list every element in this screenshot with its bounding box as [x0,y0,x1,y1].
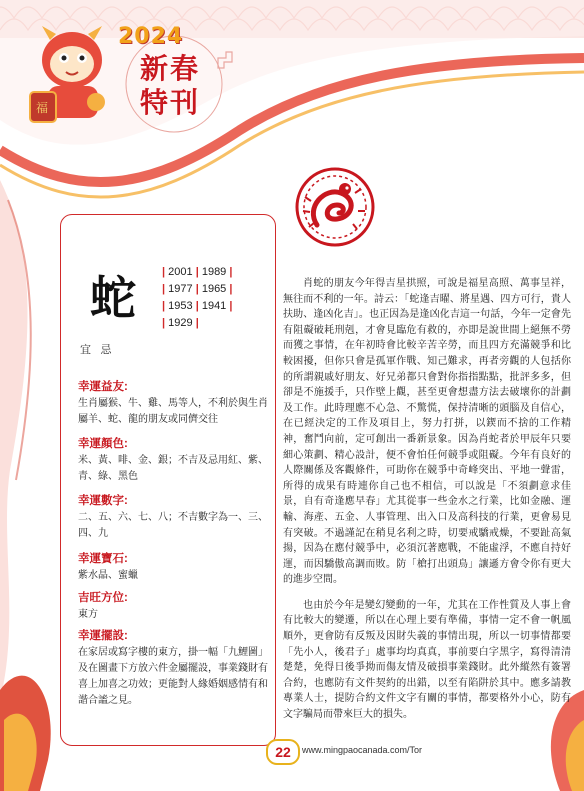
year-value: 1989 [201,266,227,278]
section-body: 紫水晶、蜜蠟 [78,570,138,581]
year-value: 1977 [168,283,193,295]
lucky-numbers-section [78,493,268,542]
section-heading: 幸運擺設: [78,630,128,642]
section-body: 米、黃、啡、金、銀；不吉及忌用紅、紫、青、綠、黑色 [78,455,268,482]
year-row: | 1929 | [162,317,199,329]
section-heading: 吉旺方位: [78,592,128,604]
article-paragraph: 也由於今年是變幻變動的一年，尤其在工作性質及人事上會有比較大的變遷，所以在心理上要有準備，事情一定不會一帆風順外，更會防有反叛及因財失義的事情出現，所以一切事情都要「先小人，後君子」處事均均真真，事前要白字黑字，寫得清清楚楚，免得日後爭拗而傷友情及破損事業錢財。此外縱然有簽署合約，也應防有文件契約的出錯，以至有陷阱於其中。應多請教專業人士，提防合約文件文字有關的事情，都要格外小心，防有文字騙局而帶來巨大的損失。 [283,599,571,721]
header-year: 2024 [118,24,184,49]
page-number: 22 [266,739,300,765]
page-title: 新春特刊 [140,52,201,119]
year-value: 1965 [201,283,227,295]
year-row: | 2001 | 1989 | [162,266,233,278]
year-value: 1941 [201,300,227,312]
article-body [283,276,571,733]
section-body: 在家居或寫字樓的東方，掛一幅「九鯉圖」及在圖畫下方放六件金屬擺設，事業錢財有喜上加喜之功效；更能對人緣婚姻感情有和諧合謐之見。 [78,647,268,706]
section-body: 二、五、六、七、八；不吉數字為一、三、四、九 [78,512,268,539]
lucky-friends-section [78,379,268,428]
website-url[interactable]: www.mingpaocanada.com/Tor [302,745,423,755]
section-heading: 幸運數字: [78,495,128,507]
lucky-decor-section [78,628,268,709]
lucky-gems-section [78,551,268,584]
yiji-label: 宜 忌 [80,343,115,356]
year-row: | 1977 | 1965 | [162,283,233,295]
birth-years [162,264,242,332]
section-heading: 幸運顏色: [78,438,128,450]
lucky-direction-section [78,590,268,623]
section-heading: 幸運寶石: [78,553,128,565]
svg-text:福: 福 [36,101,49,115]
lucky-colors-section [78,436,268,485]
year-row: | 1953 | 1941 | [162,300,233,312]
year-value: 1953 [168,300,193,312]
section-heading: 幸運益友: [78,381,128,393]
section-body: 東方 [78,609,98,620]
year-value: 2001 [168,266,193,278]
section-body: 生肖屬猴、牛、雞、馬等人，不利於與生肖屬羊、蛇、龍的朋友或同儕交往 [78,398,268,425]
year-value: 1929 [168,317,193,329]
zodiac-character: 蛇 [90,271,136,325]
article-paragraph: 肖蛇的朋友今年得吉星拱照，可說是福星高照、萬事呈祥，無往而不利的一年。詩云：「蛇逢吉曜、將星遇、四方可行，貴人扶助、逢凶化吉」。也正因為是逢凶化吉這一句話，今年一定會先有阻礙破耗刑剋，才會見臨危有救的，亦即是說世間上絕無不勞而獲之事情，在年初時會比較辛苦辛勞，而且四方充滿競爭和比較困擾，但你只會是孤軍作戰、知己難求，再者旁觀的人包括你的所謂親戚好朋友、好兄弟都只會對你指指點點，批評多多，但卻是不施援手，只作壁上觀，甚至更會想盡方法去破壞你的計劃及工作。此時理應不心急、不驚慌，保持清晰的頭腦及自信心，在已經決定的工作及項目上，努力打拼，以鍥而不捨的工作精神，奮鬥向前，定可創出一番新景象。因為肖蛇者於甲辰年只要細心策劃、精心設計，便不會怕任何競爭或阻礙。今年有良好的人際關係及客觀條件，可助你在競爭中奇峰突出、平地一聲雷，所得的成果有時連你自己也不相信，可以說是「不須劃意求佳景，自有奇逢應早春」尤其從事一些金水之行業，比如金融、運輸、海產、五金、人事管理、出入口及高科技的行業，更會易見有突破。不過謹記在稍見名利之時，切要戒驕戒燥，不要趾高氣揚，因為在應付競爭中，必須沉著應戰，不能虛浮，不應自持好運，而因驕傲高調而敗。防「槍打出頭鳥」讓遜方會令你有更大的進步空間。 [283,278,571,586]
